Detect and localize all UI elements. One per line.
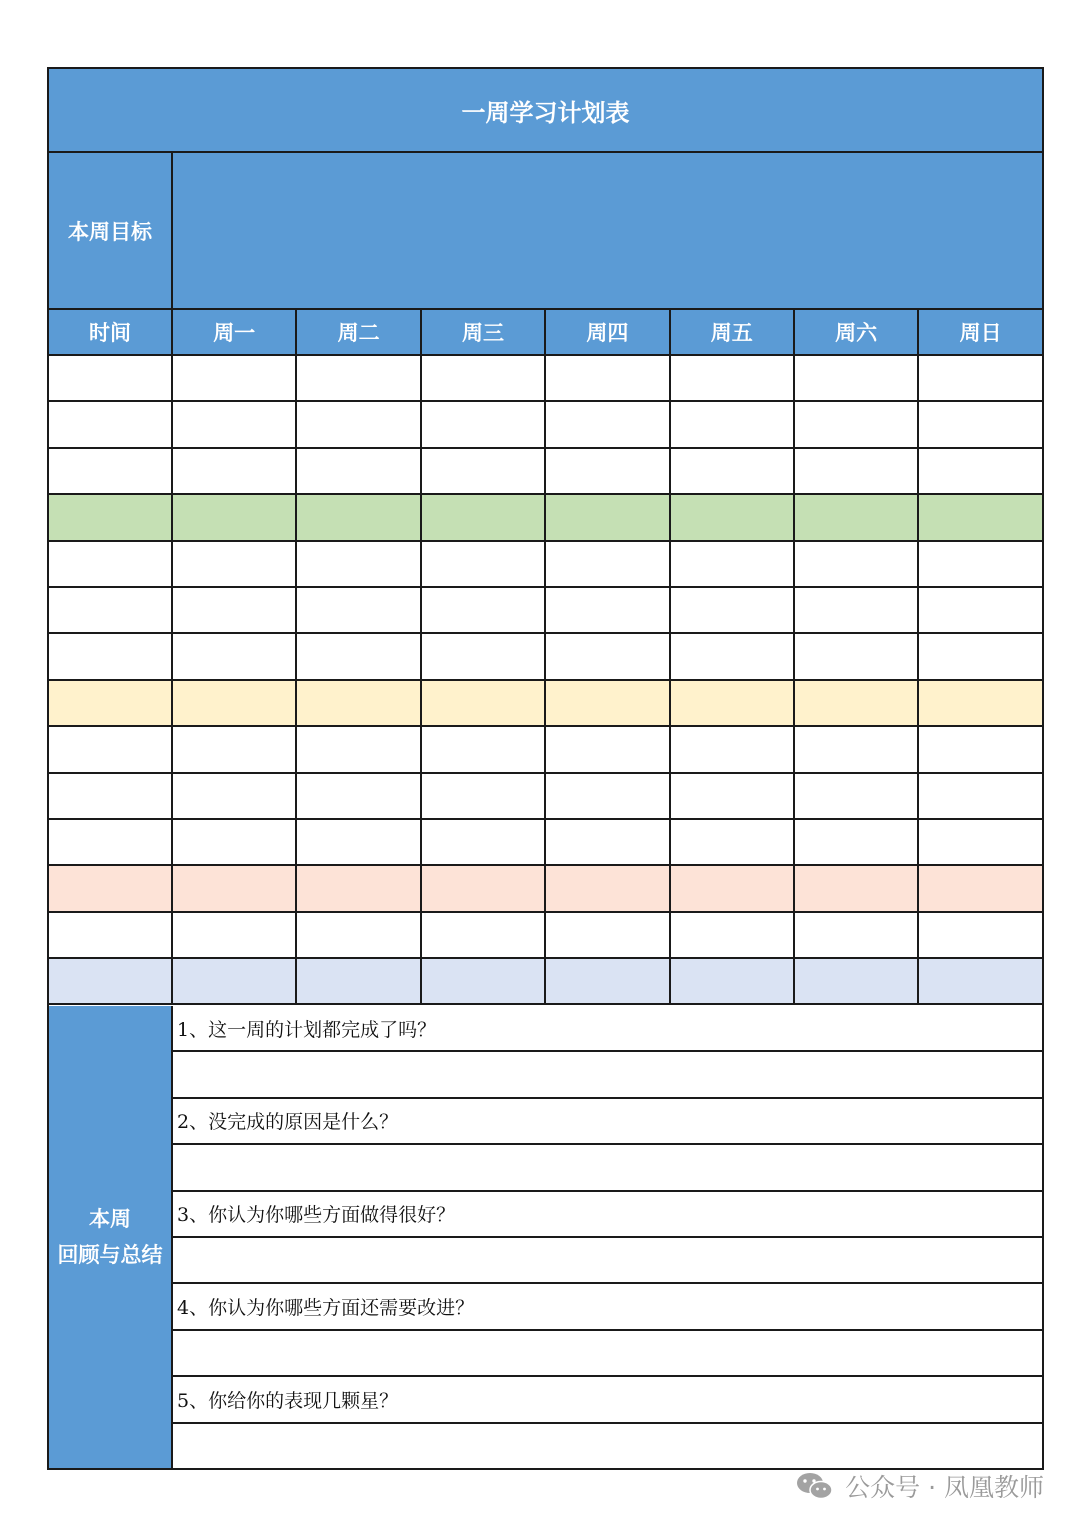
schedule-cell-tuesday[interactable] bbox=[297, 913, 421, 957]
review-answer-4[interactable] bbox=[173, 1331, 1042, 1377]
schedule-cell-thursday[interactable] bbox=[546, 913, 670, 957]
schedule-cell-monday[interactable] bbox=[173, 959, 297, 1003]
schedule-cell-time[interactable] bbox=[49, 588, 173, 632]
schedule-cell-saturday[interactable] bbox=[795, 866, 919, 910]
schedule-cell-saturday[interactable] bbox=[795, 402, 919, 446]
schedule-cell-time[interactable] bbox=[49, 449, 173, 493]
schedule-cell-monday[interactable] bbox=[173, 866, 297, 910]
schedule-cell-tuesday[interactable] bbox=[297, 866, 421, 910]
schedule-cell-sunday[interactable] bbox=[919, 727, 1042, 771]
review-answer-5[interactable] bbox=[173, 1424, 1042, 1470]
watermark bbox=[795, 1466, 1044, 1506]
schedule-cell-thursday[interactable] bbox=[546, 681, 670, 725]
schedule-cell-friday[interactable] bbox=[671, 820, 795, 864]
schedule-cell-tuesday[interactable] bbox=[297, 959, 421, 1003]
review-question-5: 5、你给你的表现几颗星？ bbox=[173, 1377, 1042, 1423]
schedule-cell-tuesday[interactable] bbox=[297, 820, 421, 864]
schedule-cell-friday[interactable] bbox=[671, 681, 795, 725]
schedule-cell-sunday[interactable] bbox=[919, 495, 1042, 539]
schedule-row bbox=[49, 356, 1042, 402]
schedule-cell-time[interactable] bbox=[49, 681, 173, 725]
schedule-cell-time[interactable] bbox=[49, 542, 173, 586]
schedule-cell-time[interactable] bbox=[49, 356, 173, 400]
schedule-cell-saturday[interactable] bbox=[795, 774, 919, 818]
schedule-row bbox=[49, 495, 1042, 541]
header-wednesday: 周三 bbox=[422, 310, 546, 354]
schedule-cell-time[interactable] bbox=[49, 402, 173, 446]
schedule-cell-tuesday[interactable] bbox=[297, 495, 421, 539]
schedule-cell-sunday[interactable] bbox=[919, 402, 1042, 446]
schedule-cell-friday[interactable] bbox=[671, 495, 795, 539]
schedule-cell-monday[interactable] bbox=[173, 588, 297, 632]
schedule-row bbox=[49, 727, 1042, 773]
schedule-cell-tuesday[interactable] bbox=[297, 727, 421, 771]
schedule-cell-time[interactable] bbox=[49, 820, 173, 864]
schedule-cell-monday[interactable] bbox=[173, 356, 297, 400]
schedule-row bbox=[49, 449, 1042, 495]
schedule-cell-sunday[interactable] bbox=[919, 774, 1042, 818]
header-saturday: 周六 bbox=[795, 310, 919, 354]
schedule-cell-monday[interactable] bbox=[173, 402, 297, 446]
schedule-cell-monday[interactable] bbox=[173, 727, 297, 771]
schedule-cell-tuesday[interactable] bbox=[297, 774, 421, 818]
header-time: 时间 bbox=[49, 310, 173, 354]
schedule-cell-thursday[interactable] bbox=[546, 356, 670, 400]
schedule-cell-wednesday[interactable] bbox=[422, 542, 546, 586]
schedule-row bbox=[49, 681, 1042, 727]
study-plan-sheet bbox=[47, 67, 1044, 1470]
schedule-cell-sunday[interactable] bbox=[919, 681, 1042, 725]
schedule-cell-friday[interactable] bbox=[671, 356, 795, 400]
schedule-cell-sunday[interactable] bbox=[919, 542, 1042, 586]
schedule-cell-tuesday[interactable] bbox=[297, 356, 421, 400]
schedule-cell-saturday[interactable] bbox=[795, 820, 919, 864]
schedule-cell-sunday[interactable] bbox=[919, 866, 1042, 910]
review-question-2: 2、没完成的原因是什么？ bbox=[173, 1099, 1042, 1145]
schedule-cell-time[interactable] bbox=[49, 634, 173, 678]
schedule-cell-saturday[interactable] bbox=[795, 681, 919, 725]
schedule-row bbox=[49, 634, 1042, 680]
schedule-cell-friday[interactable] bbox=[671, 402, 795, 446]
schedule-cell-saturday[interactable] bbox=[795, 959, 919, 1003]
schedule-cell-monday[interactable] bbox=[173, 634, 297, 678]
schedule-cell-saturday[interactable] bbox=[795, 542, 919, 586]
schedule-cell-sunday[interactable] bbox=[919, 959, 1042, 1003]
schedule-cell-thursday[interactable] bbox=[546, 588, 670, 632]
schedule-row bbox=[49, 820, 1042, 866]
schedule-cell-thursday[interactable] bbox=[546, 634, 670, 678]
schedule-cell-tuesday[interactable] bbox=[297, 634, 421, 678]
schedule-cell-wednesday[interactable] bbox=[422, 866, 546, 910]
weekly-goal-label: 本周目标 bbox=[49, 153, 173, 308]
schedule-cell-wednesday[interactable] bbox=[422, 402, 546, 446]
schedule-cell-monday[interactable] bbox=[173, 681, 297, 725]
schedule-cell-sunday[interactable] bbox=[919, 634, 1042, 678]
header-tuesday: 周二 bbox=[297, 310, 421, 354]
schedule-cell-sunday[interactable] bbox=[919, 449, 1042, 493]
schedule-row bbox=[49, 542, 1042, 588]
schedule-cell-friday[interactable] bbox=[671, 866, 795, 910]
schedule-cell-friday[interactable] bbox=[671, 449, 795, 493]
schedule-cell-wednesday[interactable] bbox=[422, 774, 546, 818]
schedule-cell-thursday[interactable] bbox=[546, 866, 670, 910]
review-answer-3[interactable] bbox=[173, 1238, 1042, 1284]
schedule-body bbox=[49, 356, 1042, 1005]
schedule-cell-thursday[interactable] bbox=[546, 727, 670, 771]
schedule-cell-monday[interactable] bbox=[173, 774, 297, 818]
weekly-goal-row bbox=[49, 153, 1042, 310]
schedule-cell-time[interactable] bbox=[49, 727, 173, 771]
review-question-1: 1、这一周的计划都完成了吗？ bbox=[173, 1006, 1042, 1052]
schedule-cell-thursday[interactable] bbox=[546, 959, 670, 1003]
schedule-cell-monday[interactable] bbox=[173, 495, 297, 539]
schedule-cell-time[interactable] bbox=[49, 913, 173, 957]
schedule-cell-saturday[interactable] bbox=[795, 495, 919, 539]
review-answer-1[interactable] bbox=[173, 1052, 1042, 1098]
review-label-line2: 回顾与总结 bbox=[57, 1243, 163, 1267]
schedule-cell-time[interactable] bbox=[49, 959, 173, 1003]
schedule-cell-tuesday[interactable] bbox=[297, 449, 421, 493]
schedule-cell-time[interactable] bbox=[49, 774, 173, 818]
weekly-review-section bbox=[49, 1006, 1042, 1468]
schedule-cell-friday[interactable] bbox=[671, 542, 795, 586]
schedule-cell-time[interactable] bbox=[49, 866, 173, 910]
schedule-cell-monday[interactable] bbox=[173, 449, 297, 493]
schedule-cell-wednesday[interactable] bbox=[422, 959, 546, 1003]
schedule-cell-sunday[interactable] bbox=[919, 588, 1042, 632]
header-friday: 周五 bbox=[671, 310, 795, 354]
watermark-text: 公众号 · 凤凰教师 bbox=[845, 1473, 1044, 1502]
header-thursday: 周四 bbox=[546, 310, 670, 354]
wechat-icon bbox=[795, 1471, 835, 1501]
sheet-title: 一周学习计划表 bbox=[49, 69, 1042, 153]
schedule-cell-saturday[interactable] bbox=[795, 727, 919, 771]
schedule-cell-tuesday[interactable] bbox=[297, 402, 421, 446]
schedule-cell-thursday[interactable] bbox=[546, 495, 670, 539]
schedule-cell-monday[interactable] bbox=[173, 542, 297, 586]
schedule-cell-saturday[interactable] bbox=[795, 913, 919, 957]
header-sunday: 周日 bbox=[959, 321, 1002, 345]
schedule-cell-wednesday[interactable] bbox=[422, 356, 546, 400]
schedule-cell-saturday[interactable] bbox=[795, 588, 919, 632]
schedule-cell-friday[interactable] bbox=[671, 913, 795, 957]
review-lines bbox=[173, 1006, 1042, 1468]
schedule-cell-wednesday[interactable] bbox=[422, 634, 546, 678]
schedule-row bbox=[49, 866, 1042, 912]
schedule-cell-sunday[interactable] bbox=[919, 913, 1042, 957]
schedule-cell-saturday[interactable] bbox=[795, 356, 919, 400]
weekly-goal-field[interactable] bbox=[173, 153, 1042, 308]
schedule-cell-sunday[interactable] bbox=[919, 356, 1042, 400]
schedule-cell-monday[interactable] bbox=[173, 820, 297, 864]
schedule-cell-thursday[interactable] bbox=[546, 774, 670, 818]
schedule-cell-tuesday[interactable] bbox=[297, 542, 421, 586]
schedule-grid bbox=[49, 310, 1042, 1005]
schedule-cell-friday[interactable] bbox=[671, 588, 795, 632]
weekly-review-label bbox=[49, 1006, 173, 1468]
schedule-cell-wednesday[interactable] bbox=[422, 495, 546, 539]
schedule-cell-thursday[interactable] bbox=[546, 820, 670, 864]
schedule-cell-wednesday[interactable] bbox=[422, 913, 546, 957]
schedule-cell-friday[interactable] bbox=[671, 727, 795, 771]
schedule-cell-friday[interactable] bbox=[671, 634, 795, 678]
schedule-cell-thursday[interactable] bbox=[546, 542, 670, 586]
schedule-cell-wednesday[interactable] bbox=[422, 588, 546, 632]
schedule-row bbox=[49, 588, 1042, 634]
schedule-cell-thursday[interactable] bbox=[546, 402, 670, 446]
schedule-cell-friday[interactable] bbox=[671, 774, 795, 818]
review-answer-2[interactable] bbox=[173, 1145, 1042, 1191]
schedule-cell-wednesday[interactable] bbox=[422, 727, 546, 771]
schedule-cell-tuesday[interactable] bbox=[297, 588, 421, 632]
schedule-cell-sunday[interactable] bbox=[919, 820, 1042, 864]
schedule-cell-wednesday[interactable] bbox=[422, 449, 546, 493]
schedule-row bbox=[49, 402, 1042, 448]
schedule-cell-saturday[interactable] bbox=[795, 449, 919, 493]
schedule-cell-wednesday[interactable] bbox=[422, 820, 546, 864]
review-question-4: 4、你认为你哪些方面还需要改进？ bbox=[173, 1284, 1042, 1330]
schedule-row bbox=[49, 913, 1042, 959]
schedule-cell-saturday[interactable] bbox=[795, 634, 919, 678]
schedule-header-row bbox=[49, 310, 1042, 356]
schedule-cell-tuesday[interactable] bbox=[297, 681, 421, 725]
review-question-3: 3、你认为你哪些方面做得很好？ bbox=[173, 1192, 1042, 1238]
header-monday: 周一 bbox=[173, 310, 297, 354]
schedule-cell-time[interactable] bbox=[49, 495, 173, 539]
schedule-cell-friday[interactable] bbox=[671, 959, 795, 1003]
schedule-row bbox=[49, 959, 1042, 1005]
schedule-cell-monday[interactable] bbox=[173, 913, 297, 957]
schedule-row bbox=[49, 774, 1042, 820]
schedule-cell-thursday[interactable] bbox=[546, 449, 670, 493]
review-label-line1: 本周 bbox=[89, 1207, 131, 1231]
schedule-cell-wednesday[interactable] bbox=[422, 681, 546, 725]
